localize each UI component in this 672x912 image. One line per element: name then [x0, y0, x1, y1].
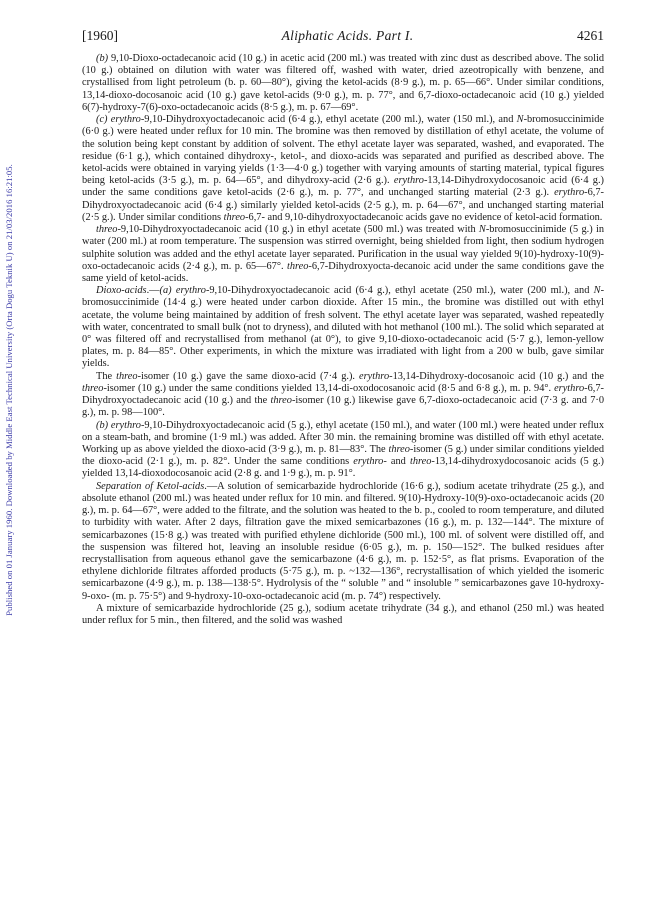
page-number: 4261: [577, 28, 604, 43]
paragraph-b-zinc: (b) 9,10-Dioxo-octadecanoic acid (10 g.) in acetic acid (200 ml.) was treated with zinc dust as described above. The solid (10 g.) obtained on dilution with water was filtered off, washed with water, dried azeotropically with benzene, and crystallised from light petroleum (b. p. 60—80°), giving the ketol-acids (8·9 g.), m. p. 65—66°. Under similar conditions, 13,14-dioxo-docosanoic acid (10 g.) gave ketol-acids (9·0 g.), m. p. 77°, and 6,7-dioxo-octadecanoic acid (10 g.) yielded 6(7)-hydroxy-7(6)-oxo-octadecanoic acids (8·5 g.), m. p. 67—69°.: [82, 53, 604, 113]
article-body: [82, 53, 604, 627]
paragraph-threo-nbs: threo-9,10-Dihydroxyoctadecanoic acid (10 g.) in ethyl acetate (500 ml.) was treated with N-bromosuccinimide (5 g.) in water (200 ml.) at room temperature. The suspension was stirred overnight, being shielded from light, then sodium hydrogen sulphite solution was added and the ethyl acetate layer separated. Purification in the usual way yielded 9(10)-hydroxy-10(9)-oxo-octadecanoic acids (2·4 g.), m. p. 65—67°. threo-6,7-Dihydroxyocta-decanoic acid under the same conditions gave the same yield of ketol-acids.: [82, 224, 604, 284]
download-watermark: [2, 30, 16, 750]
download-notice-text: Published on 01 January 1960. Downloaded by Middle East Technical University (Orta Dogu Teknik U) on 21/03/2016 16:21:05.: [4, 164, 14, 616]
running-header: [82, 28, 604, 44]
paragraph-dioxo-acids-a: Dioxo-acids.—(a) erythro-9,10-Dihydroxyoctadecanoic acid (6·4 g.), ethyl acetate (250 ml.), water (200 ml.), and N-bromosuccinimide (14·4 g.) were heated under carbon dioxide. After 15 min., the bromine was distilled out with ethyl acetate, the volume being maintained by addition of fresh solvent. The ethyl acetate layer was separated, washed repeatedly with water, concentrated to small bulk (not to dryness), and diluted with hot methanol (100 ml.). The solid which separated at 0° was filtered off and recrystallised from methanol (at 0°), to give 9,10-dioxo-octadecanoic acid (5·7 g.), lemon-yellow plates, m. p. 84—85°. Other experiments, in which the mixture was irradiated with light from a 200 w bulb, gave similar yields.: [82, 285, 605, 370]
header-year: [1960]: [82, 28, 118, 43]
paragraph-dioxo-acids-b: (b) erythro-9,10-Dihydroxyoctadecanoic acid (5 g.), ethyl acetate (150 ml.), and water (100 ml.) were heated under reflux on a steam-bath, and bromine (1·9 ml.) was added. After 30 min. the remaining bromine was distilled off with ethyl acetate. Working up as above yielded the dioxo-acid (3·9 g.), m. p. 81—83°. The threo-isomer (5 g.) under similar conditions yielded the dioxo-acid (2·1 g.), m. p. 82°. Under the same conditions erythro- and threo-13,14-dihydroxydocosanoic acids (5 g.) yielded 13,14-dioxodocosanoic acid (2·8 g. and 1·9 g.), m. p. 91°.: [82, 419, 604, 480]
header-title: Aliphatic Acids. Part I.: [281, 28, 414, 43]
paragraph-ketol-separation: Separation of Ketol-acids.—A solution of semicarbazide hydrochloride (16·6 g.), sodium acetate trihydrate (25 g.), and absolute ethanol (200 ml.) was heated under reflux for 10 min. and filtered. 9(10)-Hydroxy-10(9)-oxo-octadecanoic acids (20 g.), m. p. 64—67°, were added to the filtrate, and the solution was heated to the b. p., cooled to room temperature, and diluted to turbidity with water. After 2 days, filtration gave the mixed semicarbazones (16 g.), m. p. 132—144°. The mixture of semicarbazones (15·8 g.) was treated with purified ethylene dichloride (500 ml.), 100 ml. of solvent were distilled off, and the suspension was filtered hot, leaving an insoluble residue (6·05 g.), m. p. 150—152°. The bulked residues after recrystallisation from aqueous ethanol gave the semicarbazone (4·6 g.), m. p. 152·5°, as flat prisms. Evaporation of the ethylene dichloride filtrates afforded products (5·75 g.), m. p. ~132—136°, recrystallisation of which yielded the isomeric semicarbazone (4·9 g.), m. p. 138—138·5°. Hydrolysis of the “ soluble ” and “ insoluble ” semicarbazones gave 10-hydroxy-9-oxo- (m. p. 75·5°) and 9-hydroxy-10-oxo-octadecanoic acid (m. p. 74°) respectively.: [82, 480, 604, 602]
paragraph-semicarbazide-mixture: A mixture of semicarbazide hydrochloride (25 g.), sodium acetate trihydrate (34 g.), and ethanol (250 ml.) was heated under reflux for 5 min., then filtered, and the solid was washed: [82, 602, 604, 627]
paragraph-threo-isomer: The threo-isomer (10 g.) gave the same dioxo-acid (7·4 g.). erythro-13,14-Dihydroxy-docosanoic acid (10 g.) and the threo-isomer (10 g.) under the same conditions yielded 13,14-di-oxodocosanoic acid (8·5 and 6·8 g.), m. p. 94°. erythro-6,7-Dihydroxyoctadecanoic acid (10 g.) and the threo-isomer (10 g.) likewise gave 6,7-dioxo-octadecanoic acid (7·3 g. and 7·0 g.), m. p. 98—100°.: [82, 370, 605, 419]
paragraph-c-nbs: (c) erythro-9,10-Dihydroxyoctadecanoic acid (6·4 g.), ethyl acetate (200 ml.), water (150 ml.), and N-bromosuccinimide (6·0 g.) were heated under reflux for 10 min. The bromine was then removed by distillation of ethyl acetate, the volume of the solution being kept constant by addition of solvent. The ethyl acetate layer was separated, washed, and evaporated. The residue (6·1 g.), which contained dihydroxy-, ketol-, and dioxo-acids was separated and purified as described above. The ketol-acids were obtained in varying yields (1·3—4·0 g.) together with varying amounts of starting material, typical figures being ketol-acids (3·5 g.), m. p. 64—65°, and dihydroxy-acid (2·6 g.). erythro-13,14-Dihydroxydocosanoic acid (6·4 g.) under the same conditions gave ketol-acids (2·6 g.), m. p. 77°, and unchanged starting material (2·3 g.). erythro-6,7-Dihydroxyoctadecanoic acid (6·4 g.) similarly yielded ketol-acids (2·5 g.), m. p. 64—67°, and unchanged starting material (2·5 g.). Under similar conditions threo-6,7- and 9,10-dihydroxyoctadecanoic acids gave no evidence of ketol-acid formation.: [82, 114, 605, 223]
